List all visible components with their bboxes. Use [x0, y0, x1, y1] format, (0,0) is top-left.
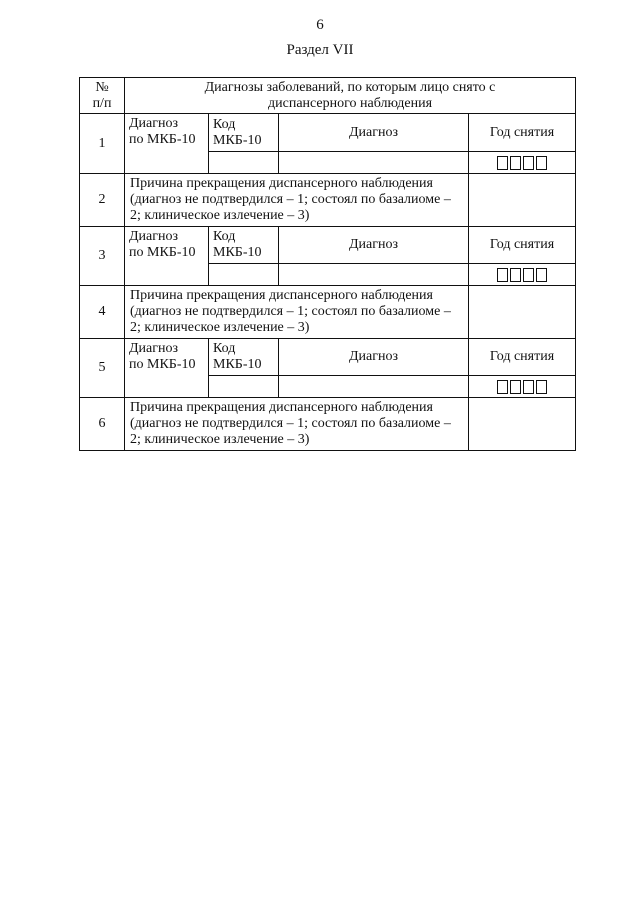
removal-year-field[interactable]	[469, 264, 576, 286]
icd-code-label: Код МКБ-10	[209, 114, 279, 152]
table-header-row	[80, 78, 576, 114]
removal-year-label: Год снятия	[469, 339, 576, 376]
icd-code-field[interactable]	[209, 376, 279, 398]
year-digit-box[interactable]	[523, 380, 534, 394]
discontinuation-reason-label: Причина прекращения диспансерного наблюдения (диагноз не подтвердился – 1; состоял по базалиоме – 2; клиническое излечение – 3)	[125, 174, 469, 227]
year-digit-box[interactable]	[497, 268, 508, 282]
table-row	[80, 227, 576, 264]
row-number: 1	[80, 114, 125, 174]
diagnosis-name-field[interactable]	[279, 152, 469, 174]
discontinuation-reason-label: Причина прекращения диспансерного наблюдения (диагноз не подтвердился – 1; состоял по базалиоме – 2; клиническое излечение – 3)	[125, 286, 469, 339]
diagnosis-name-label: Диагноз	[279, 339, 469, 376]
year-digit-box[interactable]	[523, 268, 534, 282]
table-row	[80, 339, 576, 376]
year-digit-box[interactable]	[536, 380, 547, 394]
icd-code-label: Код МКБ-10	[209, 339, 279, 376]
year-digit-box[interactable]	[536, 156, 547, 170]
row-number: 4	[80, 286, 125, 339]
diagnosis-name-label: Диагноз	[279, 227, 469, 264]
diagnosis-icd-label: Диагноз по МКБ-10	[125, 114, 209, 174]
diagnosis-name-field[interactable]	[279, 376, 469, 398]
header-number: № п/п	[80, 78, 125, 114]
year-digit-box[interactable]	[510, 156, 521, 170]
icd-code-field[interactable]	[209, 264, 279, 286]
removal-year-field[interactable]	[469, 152, 576, 174]
removal-year-label: Год снятия	[469, 114, 576, 152]
row-number: 5	[80, 339, 125, 398]
row-number: 3	[80, 227, 125, 286]
icd-code-field[interactable]	[209, 152, 279, 174]
year-digit-box[interactable]	[523, 156, 534, 170]
row-number: 6	[80, 398, 125, 451]
discontinuation-reason-label: Причина прекращения диспансерного наблюдения (диагноз не подтвердился – 1; состоял по базалиоме – 2; клиническое излечение – 3)	[125, 398, 469, 451]
year-digit-box[interactable]	[497, 156, 508, 170]
icd-code-label: Код МКБ-10	[209, 227, 279, 264]
table-row	[80, 174, 576, 227]
removal-year-field[interactable]	[469, 376, 576, 398]
diagnosis-name-label: Диагноз	[279, 114, 469, 152]
discontinuation-reason-field[interactable]	[469, 286, 576, 339]
table-row	[80, 114, 576, 152]
year-digit-box[interactable]	[510, 380, 521, 394]
year-digit-box[interactable]	[497, 380, 508, 394]
section-title: Раздел VII	[286, 42, 354, 58]
row-number: 2	[80, 174, 125, 227]
discontinuation-reason-field[interactable]	[469, 174, 576, 227]
diagnosis-name-field[interactable]	[279, 264, 469, 286]
table-row	[80, 286, 576, 339]
diagnosis-icd-label: Диагноз по МКБ-10	[125, 339, 209, 398]
table-row	[80, 398, 576, 451]
removal-year-label: Год снятия	[469, 227, 576, 264]
year-digit-box[interactable]	[510, 268, 521, 282]
diagnosis-icd-label: Диагноз по МКБ-10	[125, 227, 209, 286]
diagnoses-table	[79, 77, 576, 451]
discontinuation-reason-field[interactable]	[469, 398, 576, 451]
page-number: 6	[316, 17, 324, 33]
year-digit-box[interactable]	[536, 268, 547, 282]
header-title: Диагнозы заболеваний, по которым лицо снято с диспансерного наблюдения	[125, 78, 576, 114]
